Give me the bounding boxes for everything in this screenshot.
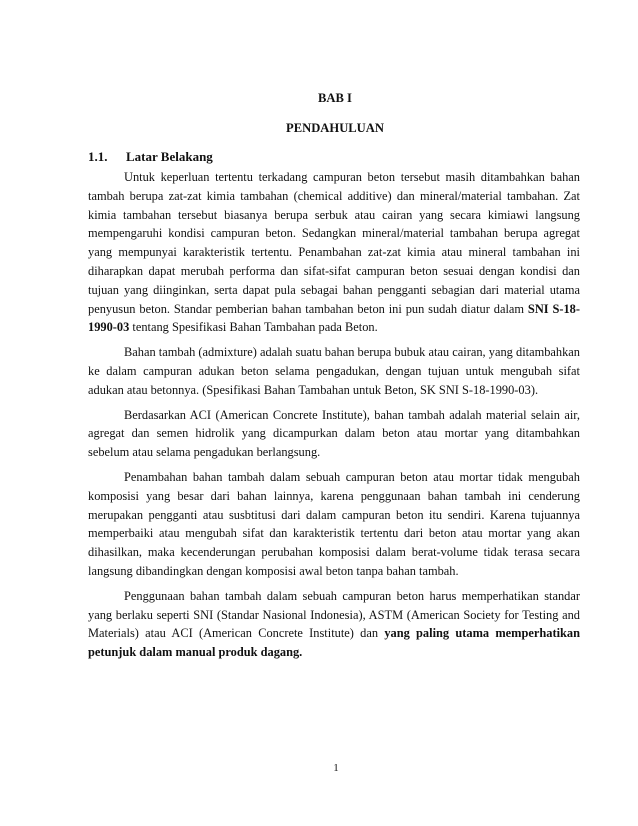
section-number: 1.1. [88,149,108,164]
paragraph-1-text-end: tentang Spesifikasi Bahan Tambahan pada Beton. [129,320,378,335]
section-heading [88,149,213,165]
section-title: Latar Belakang [126,149,213,164]
paragraph-3: Berdasarkan ACI (American Concrete Institute), bahan tambah adalah material selain air, agregat dan semen hidrolik yang dicampurkan dalam beton atau mortar yang ditambahkan sebelum atau selama pengadukan berlangsung. [88,407,580,460]
paragraph-2: Bahan tambah (admixture) adalah suatu bahan berupa bubuk atau cairan, yang ditambahkan ke dalam campuran adukan beton selama pengadukan, dengan tujuan untuk mengubah sifat adukan atau betonnya. (Spesifikasi Bahan Tambahan untuk Beton, SK SNI S-18-1990-03). [88,345,580,397]
paragraph-1-text: Untuk keperluan tertentu terkadang campuran beton tersebut masih ditambahkan bahan tambah berupa zat-zat kimia tambahan (chemical additive) dan mineral/material tambahan. Zat kimia tambahan tersebut biasanya berupa serbuk atau cairan yang secara kimiawi langsung mempengaruhi kondisi campuran beton. Sedangkan mineral/material tambahan berupa agregat yang mempunyai karakteristik tertentu. Penambahan zat-zat kimia atau mineral tambahan ini diharapkan dapat merubah performa dan sifat-sifat campuran beton sesuai dengan kondisi dan tujuan yang diinginkan, serta dapat pula sebagai bahan pengganti sebagian dari material utama penyusun beton. Standar pemberian bahan tambahan beton ini pun sudah diatur dalam [88,170,580,316]
paragraph-5 [88,587,580,662]
paragraph-5-text: Penggunaan bahan tambah dalam sebuah campuran beton harus memperhatikan standar yang berlaku seperti SNI (Standar Nasional Indonesia), ASTM (American Society for Testing and Materials) atau ACI (American Concrete Institute) dan [88,588,580,641]
paragraph-1-standard-ref: SNI S-18-1990-03 [88,301,581,335]
paragraph-5-emphasis: yang paling utama memperhatikan petunjuk dalam manual produk dagang. [88,626,580,660]
chapter-title: PENDAHULUAN [286,121,384,135]
body-text [88,168,580,668]
chapter-label: BAB I [318,91,352,105]
page-number: 1 [333,762,339,774]
paragraph-1 [88,168,580,337]
paragraph-4: Penambahan bahan tambah dalam sebuah campuran beton atau mortar tidak mengubah komposisi yang besar dari bahan lainnya, karena penggunaan bahan tambah ini cenderung merupakan pengganti atau susbtitusi dari dalam campuran beton itu sendiri. Karena tujuannya memperbaiki atau mengubah sifat dan karakteristik tertentu dari beton atau mortar yang akan dihasilkan, maka kecenderungan perubahan komposisi dalam berat-volume tidak terasa secara langsung dibandingkan dengan komposisi awal beton tanpa bahan tambah. [88,469,580,578]
